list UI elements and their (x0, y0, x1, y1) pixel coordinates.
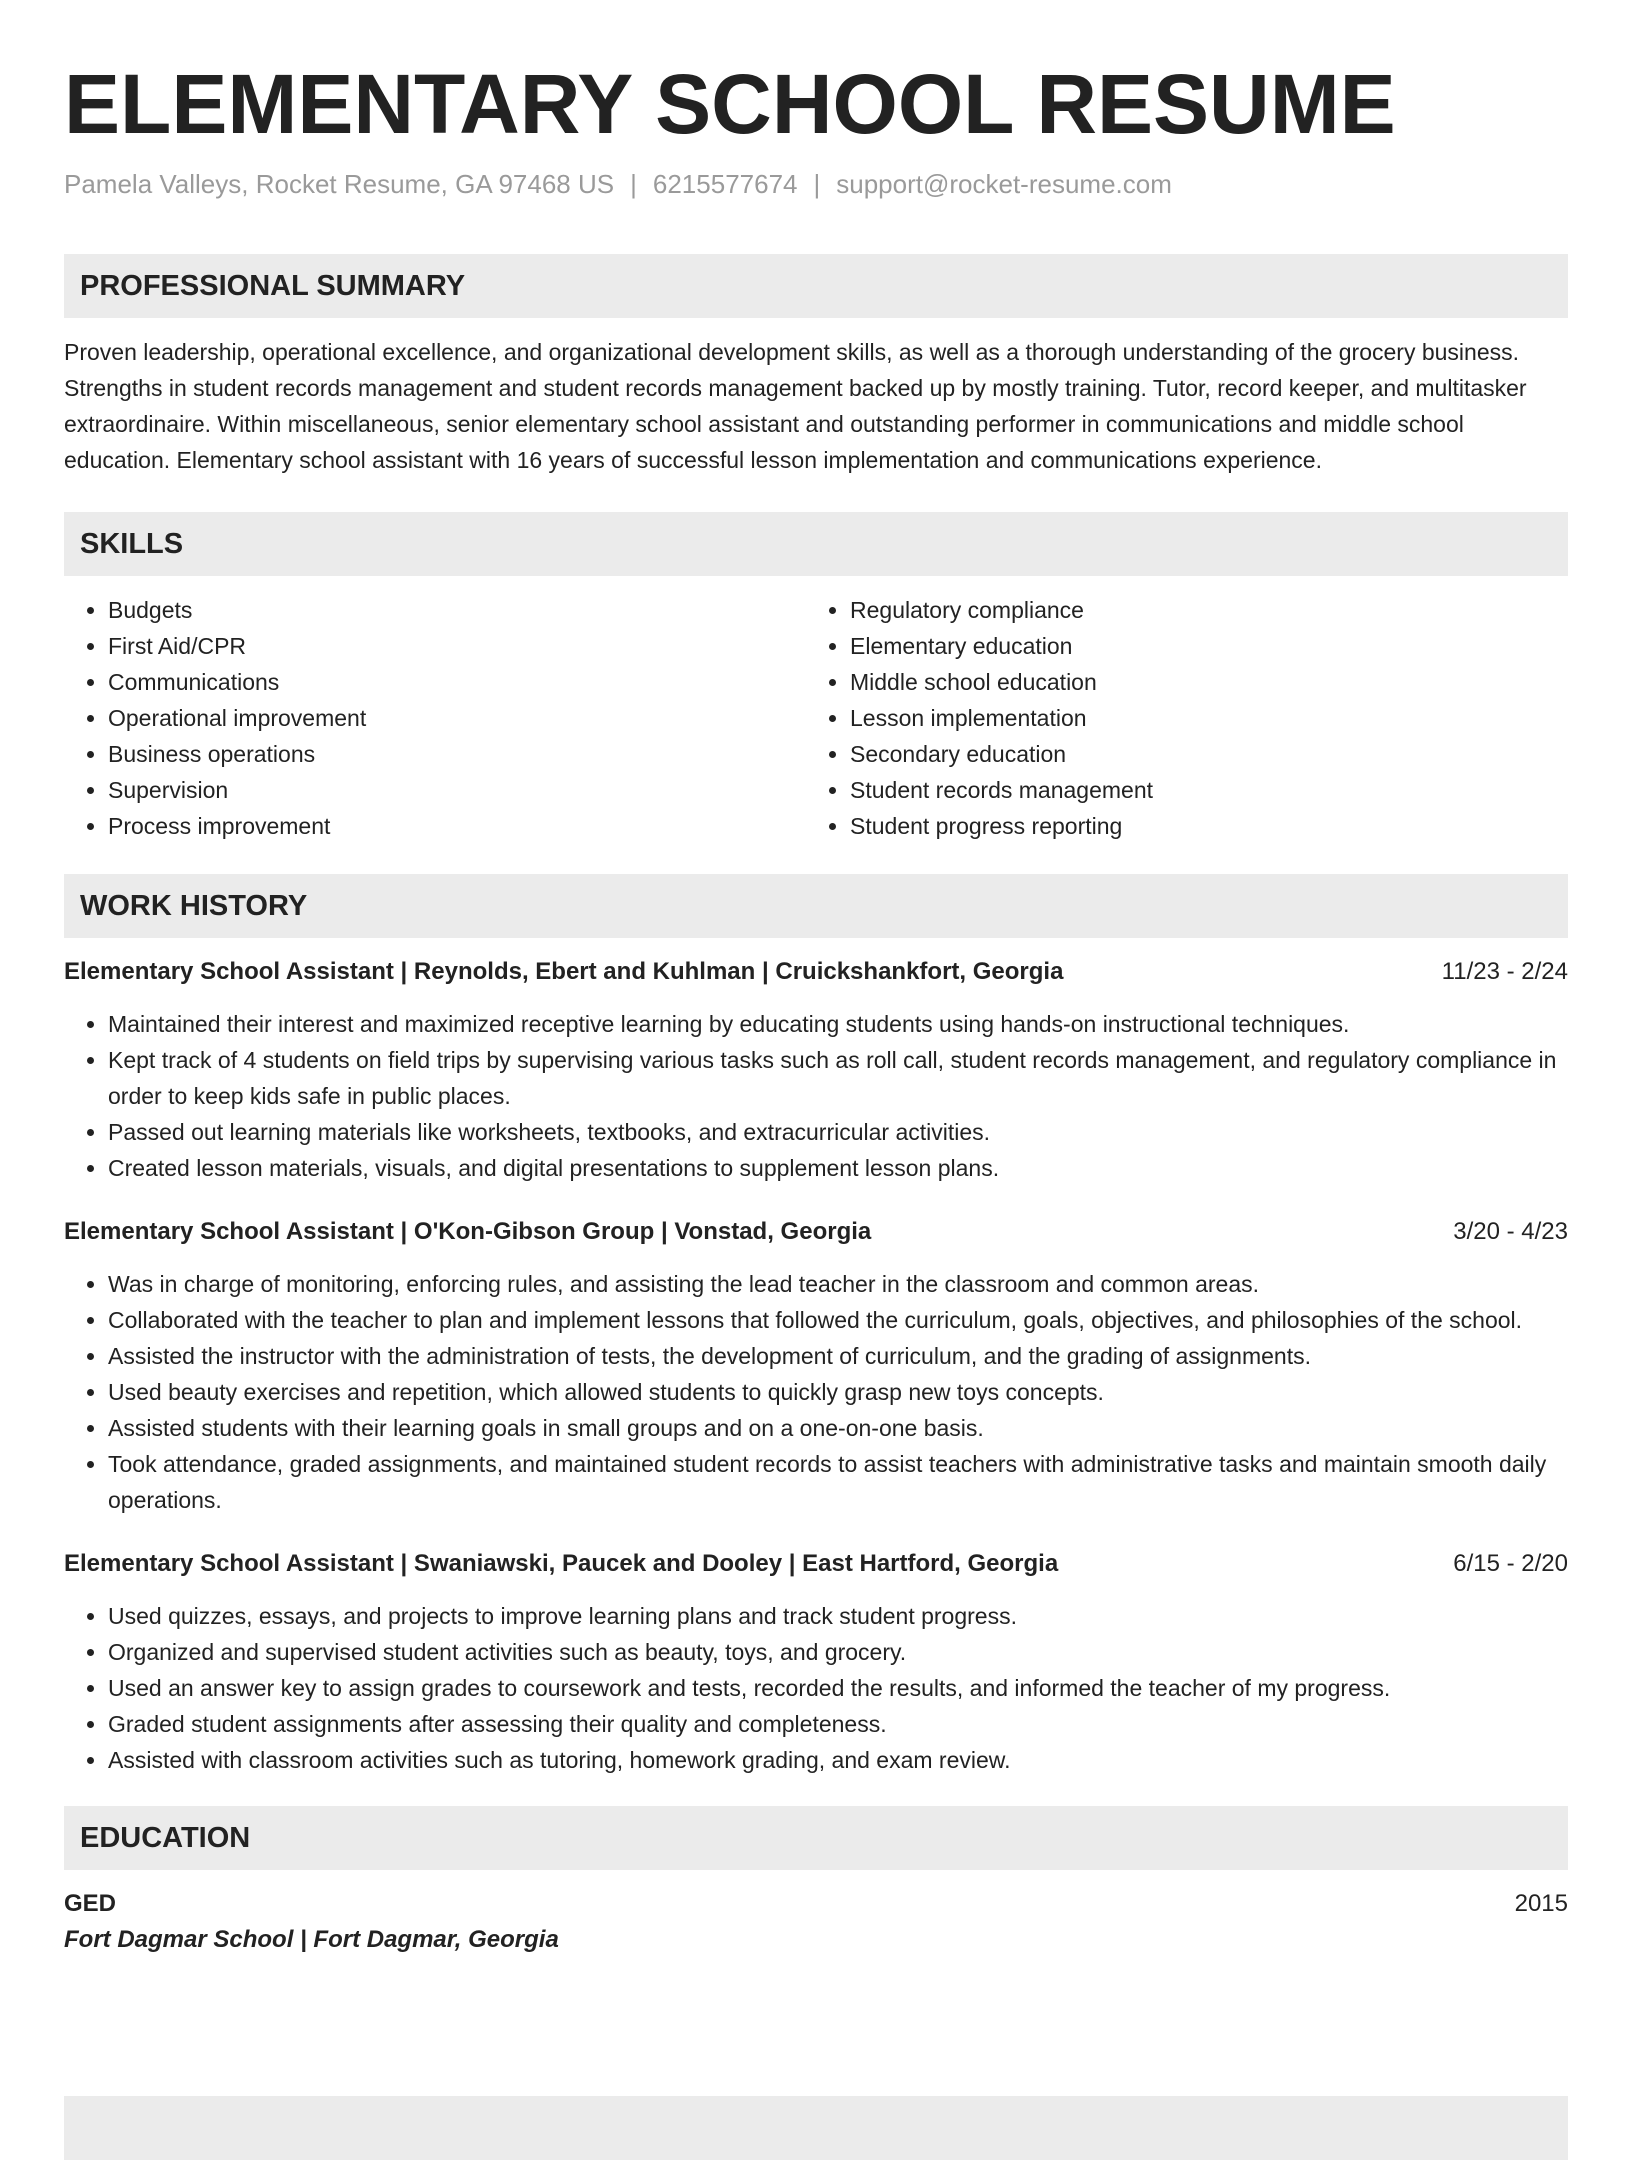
job-title: Elementary School Assistant | O'Kon-Gibson Group | Vonstad, Georgia (64, 1218, 872, 1245)
job-header (64, 954, 1568, 990)
skill-item: • Communications (108, 664, 806, 700)
skill-item: • Secondary education (850, 736, 1548, 772)
skill-item: • Operational improvement (108, 700, 806, 736)
job-bullet: • Collaborated with the teacher to plan and implement lessons that followed the curriculum, goals, objectives, and philosophies of the school. (108, 1302, 1568, 1338)
education-degree: GED (64, 1890, 117, 1917)
skills-column-left (64, 592, 806, 844)
job-bullet: • Organized and supervised student activities such as beauty, toys, and grocery. (108, 1634, 1568, 1670)
job-bullet: • Was in charge of monitoring, enforcing rules, and assisting the lead teacher in the classroom and common areas. (108, 1266, 1568, 1302)
job-bullet: • Assisted with classroom activities such as tutoring, homework grading, and exam review. (108, 1742, 1568, 1778)
job-bullet: • Used quizzes, essays, and projects to improve learning plans and track student progress. (108, 1598, 1568, 1634)
job-bullet: • Used an answer key to assign grades to coursework and tests, recorded the results, and informed the teacher of my progress. (108, 1670, 1568, 1706)
skill-item: • Supervision (108, 772, 806, 808)
job-bullet: • Maintained their interest and maximized receptive learning by educating students using hands-on instructional techniques. (108, 1006, 1568, 1042)
job-bullet: • Took attendance, graded assignments, and maintained student records to assist teachers with administrative tasks and maintain smooth daily operations. (108, 1446, 1568, 1518)
next-section-header-bar (64, 2096, 1568, 2160)
job-header (64, 1546, 1568, 1582)
job-dates: 3/20 - 4/23 (1453, 1218, 1568, 1245)
skill-item: • Lesson implementation (850, 700, 1548, 736)
skills-column-right (806, 592, 1548, 844)
skill-item: • Regulatory compliance (850, 592, 1548, 628)
job-header (64, 1214, 1568, 1250)
skill-item: • First Aid/CPR (108, 628, 806, 664)
skill-item: • Budgets (108, 592, 806, 628)
job-entry (64, 1546, 1568, 1778)
job-bullets (64, 1598, 1568, 1778)
contact-address: Pamela Valleys, Rocket Resume, GA 97468 US (64, 169, 615, 199)
skill-item: • Elementary education (850, 628, 1548, 664)
skill-item: • Business operations (108, 736, 806, 772)
contact-line (64, 166, 1568, 202)
job-dates: 11/23 - 2/24 (1441, 958, 1568, 985)
section-header-education: EDUCATION (64, 1806, 1568, 1870)
job-bullet: • Kept track of 4 students on field trips by supervising various tasks such as roll call, student records management, and regulatory compliance in order to keep kids safe in public places. (108, 1042, 1568, 1114)
section-header-summary: PROFESSIONAL SUMMARY (64, 254, 1568, 318)
skills-grid (64, 592, 1568, 844)
skill-item: • Student records management (850, 772, 1548, 808)
contact-email: support@rocket-resume.com (836, 169, 1172, 199)
contact-separator: | (813, 169, 821, 199)
contact-phone: 6215577674 (652, 169, 798, 199)
job-title: Elementary School Assistant | Reynolds, Ebert and Kuhlman | Cruickshankfort, Georgia (64, 958, 1064, 985)
skill-item: • Middle school education (850, 664, 1548, 700)
education-school: Fort Dagmar School | Fort Dagmar, Georgia (64, 1926, 559, 1953)
job-bullets (64, 1006, 1568, 1186)
skill-item: • Student progress reporting (850, 808, 1548, 844)
job-bullet: • Passed out learning materials like worksheets, textbooks, and extracurricular activities. (108, 1114, 1568, 1150)
job-bullet: • Assisted students with their learning goals in small groups and on a one-on-one basis. (108, 1410, 1568, 1446)
job-bullet: • Used beauty exercises and repetition, which allowed students to quickly grasp new toys concepts. (108, 1374, 1568, 1410)
contact-separator: | (630, 169, 637, 199)
resume-page (64, 0, 1568, 1958)
education-year: 2015 (1514, 1890, 1568, 1917)
job-bullet: • Assisted the instructor with the administration of tests, the development of curriculum, and the grading of assignments. (108, 1338, 1568, 1374)
resume-title: ELEMENTARY SCHOOL RESUME (64, 57, 1396, 151)
summary-text: Proven leadership, operational excellence, and organizational development skills, as well as a thorough understanding of the grocery business. Strengths in student records management and student records management backed up by mostly training. Tutor, record keeper, and multitasker extraordinaire. Within miscellaneous, senior elementary school assistant and outstanding performer in communications and middle school education. Elementary school assistant with 16 years of successful lesson implementation and communications experience. (64, 339, 1527, 473)
job-bullet: • Created lesson materials, visuals, and digital presentations to supplement lesson plans. (108, 1150, 1568, 1186)
skill-item: • Process improvement (108, 808, 806, 844)
section-header-work-history: WORK HISTORY (64, 874, 1568, 938)
job-dates: 6/15 - 2/20 (1453, 1550, 1568, 1577)
section-header-skills: SKILLS (64, 512, 1568, 576)
job-bullet: • Graded student assignments after assessing their quality and completeness. (108, 1706, 1568, 1742)
job-entry (64, 1214, 1568, 1518)
job-entry (64, 954, 1568, 1186)
job-bullets (64, 1266, 1568, 1518)
education-row (64, 1886, 1568, 1922)
job-title: Elementary School Assistant | Swaniawski, Paucek and Dooley | East Hartford, Georgia (64, 1550, 1059, 1577)
